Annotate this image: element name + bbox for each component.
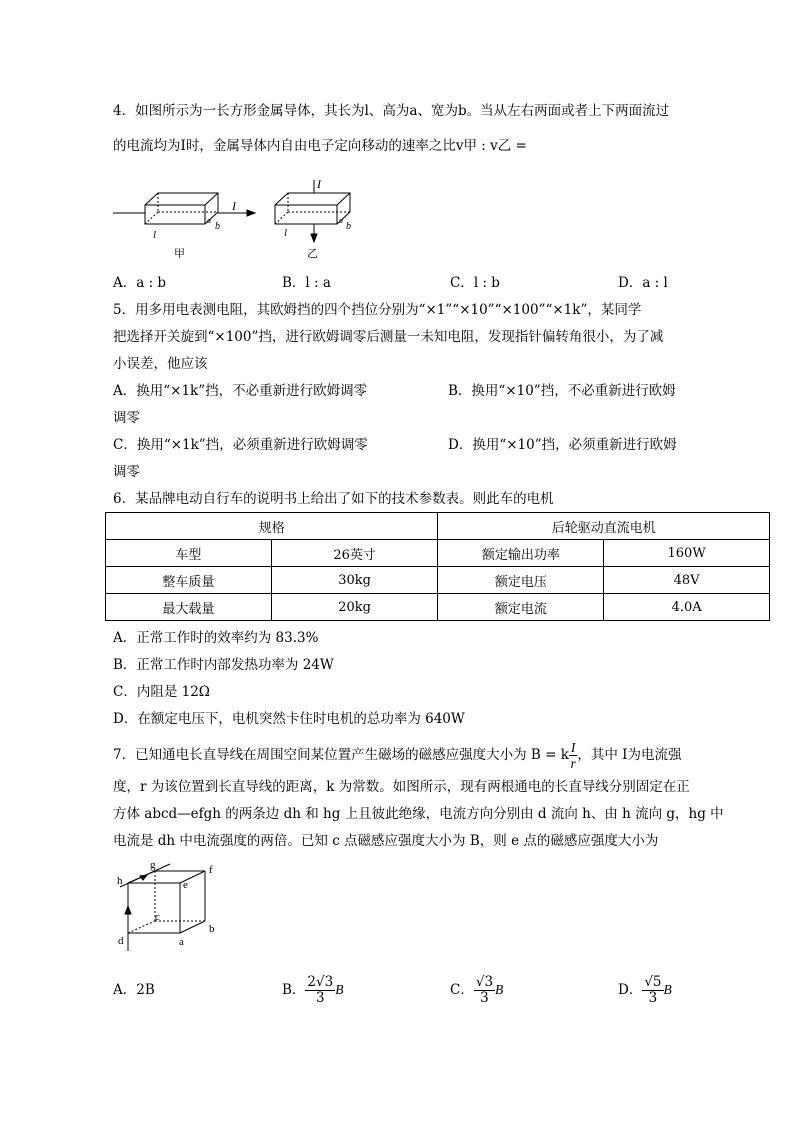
option-b-B: B	[335, 982, 344, 997]
cube-label-d: d	[118, 935, 124, 947]
q7-option-d-prefix: D．	[618, 982, 643, 998]
frac-numerator: I	[570, 740, 576, 755]
spec-table	[105, 512, 770, 621]
q7-option-b-prefix: B．	[282, 982, 306, 998]
table-cell: 最大载量	[106, 594, 272, 621]
q4-figure	[110, 180, 490, 260]
q4-line2: 的电流均为I时，金属导体内自由电子定向移动的速率之比v甲 : v乙 =	[113, 138, 527, 154]
frac-denominator: r	[570, 756, 576, 771]
cube-label-f: f	[209, 864, 213, 876]
q5-line3: 小误差，他应该	[113, 356, 208, 372]
table-row	[106, 540, 770, 567]
label-jia: 甲	[174, 248, 185, 260]
q7-option-d	[618, 967, 672, 1013]
q7-option-a	[113, 980, 155, 1000]
option-c-denominator: 3	[480, 990, 489, 1006]
q5-line2: 把选择开关旋到“×100”挡，进行欧姆调零后测量一未知电阻，发现指针偏转角很小，为了减	[113, 329, 664, 345]
q7-line3: 方体 abcd—efgh 的两条边 dh 和 hg 上且彼此绝缘，电流方向分别由 d 流向 h、由 h 流向 g，hg 中	[113, 806, 724, 822]
table-cell: 额定输出功率	[438, 540, 604, 567]
label-b-yi: b	[346, 221, 351, 232]
q7-line1-a: 7．已知通电长直导线在周围空间某位置产生磁场的磁感应强度大小为 B = k	[113, 747, 569, 763]
q4-option-c: C．l : b	[450, 275, 500, 291]
q7-line1	[113, 738, 682, 772]
table-cell: 车型	[106, 540, 272, 567]
q6-option-a: A．正常工作时的效率约为 83.3%	[113, 630, 319, 646]
q7-option-a-text: A．2B	[113, 982, 155, 998]
q7-line2: 度，r 为该位置到长直导线的距离，k 为常数。如图所示，现有两根通电的长直导线分别固定在正	[113, 779, 690, 795]
label-a-jia: a	[207, 216, 211, 225]
table-cell: 26英寸	[271, 540, 438, 567]
table-row	[106, 567, 770, 594]
label-I-yi: I	[317, 180, 321, 191]
table-cell: 4.0A	[604, 594, 770, 621]
q7-option-b	[282, 967, 343, 1013]
q6-stem: 6．某品牌电动自行车的说明书上给出了如下的技术参数表。则此车的电机	[113, 491, 554, 507]
option-b-numerator: 2√3	[307, 974, 334, 990]
table-header-cell: 后轮驱动直流电机	[438, 513, 770, 540]
q6-option-b: B．正常工作时内部发热功率为 24W	[113, 657, 334, 673]
option-c-B: B	[495, 982, 504, 997]
table-cell: 额定电压	[438, 567, 604, 594]
cube-label-a: a	[179, 936, 184, 948]
q7-line1-b: ，其中 I为电流强	[577, 747, 682, 763]
table-cell: 20kg	[271, 594, 438, 621]
label-yi: 乙	[307, 248, 318, 260]
table-cell: 30kg	[271, 567, 438, 594]
q5-line1: 5．用多用电表测电阻，其欧姆挡的四个挡位分别为“×1”“×10”“×100”“×1k”，某同学	[113, 302, 642, 318]
cube-label-c: c	[155, 911, 160, 923]
label-a-yi: a	[339, 216, 343, 225]
option-d-fraction	[642, 975, 663, 1006]
option-d-B: B	[663, 982, 672, 997]
cube-label-g: g	[150, 859, 156, 871]
cube-label-h: h	[117, 875, 123, 887]
q6-option-c: C．内阻是 12Ω	[113, 684, 210, 700]
option-c-numerator: √3	[475, 974, 494, 990]
q5-option-b: B．换用“×10”挡，不必重新进行欧姆	[448, 383, 676, 399]
cube-label-b: b	[209, 923, 215, 935]
q5-option-c: C．换用“×1k”挡，必须重新进行欧姆调零	[113, 437, 368, 453]
label-I-jia: I	[232, 199, 236, 213]
q4-option-d: D．a : l	[618, 275, 668, 291]
q5-option-b-cont: 调零	[113, 410, 140, 426]
option-b-denominator: 3	[316, 990, 325, 1006]
table-cell: 整车质量	[106, 567, 272, 594]
table-header-cell: 规格	[106, 513, 438, 540]
option-b-fraction	[305, 975, 335, 1006]
option-d-denominator: 3	[648, 990, 658, 1006]
q5-option-d-cont: 调零	[113, 464, 140, 480]
option-d-numerator: √5	[644, 974, 662, 990]
table-row	[106, 594, 770, 621]
cube-label-e: e	[183, 879, 188, 891]
label-l-jia: l	[153, 229, 157, 241]
q7-option-c-prefix: C．	[450, 982, 474, 998]
q7-option-c	[450, 967, 503, 1013]
q5-option-d: D．换用“×10”挡，必须重新进行欧姆	[448, 437, 677, 453]
table-header-row	[106, 513, 770, 540]
table-cell: 额定电流	[438, 594, 604, 621]
q4-option-a: A．a : b	[113, 275, 167, 291]
table-cell: 160W	[604, 540, 770, 567]
q7-line4: 电流是 dh 中电流强度的两倍。已知 c 点磁感应强度大小为 B，则 e 点的磁感应强度大小为	[113, 833, 659, 849]
cube-figure	[112, 856, 232, 956]
q5-option-a: A．换用“×1k”挡，不必重新进行欧姆调零	[113, 383, 368, 399]
label-b-jia: b	[215, 221, 220, 232]
q4-option-b: B．l : a	[282, 275, 331, 291]
q4-line1: 4．如图所示为一长方形金属导体，其长为l、高为a、宽为b。当从左右两面或者上下两面流过	[113, 103, 670, 119]
table-cell: 48V	[604, 567, 770, 594]
label-l-yi: l	[284, 227, 288, 239]
option-c-fraction	[474, 975, 495, 1006]
q6-option-d: D．在额定电压下，电机突然卡住时电机的总功率为 640W	[113, 711, 465, 727]
